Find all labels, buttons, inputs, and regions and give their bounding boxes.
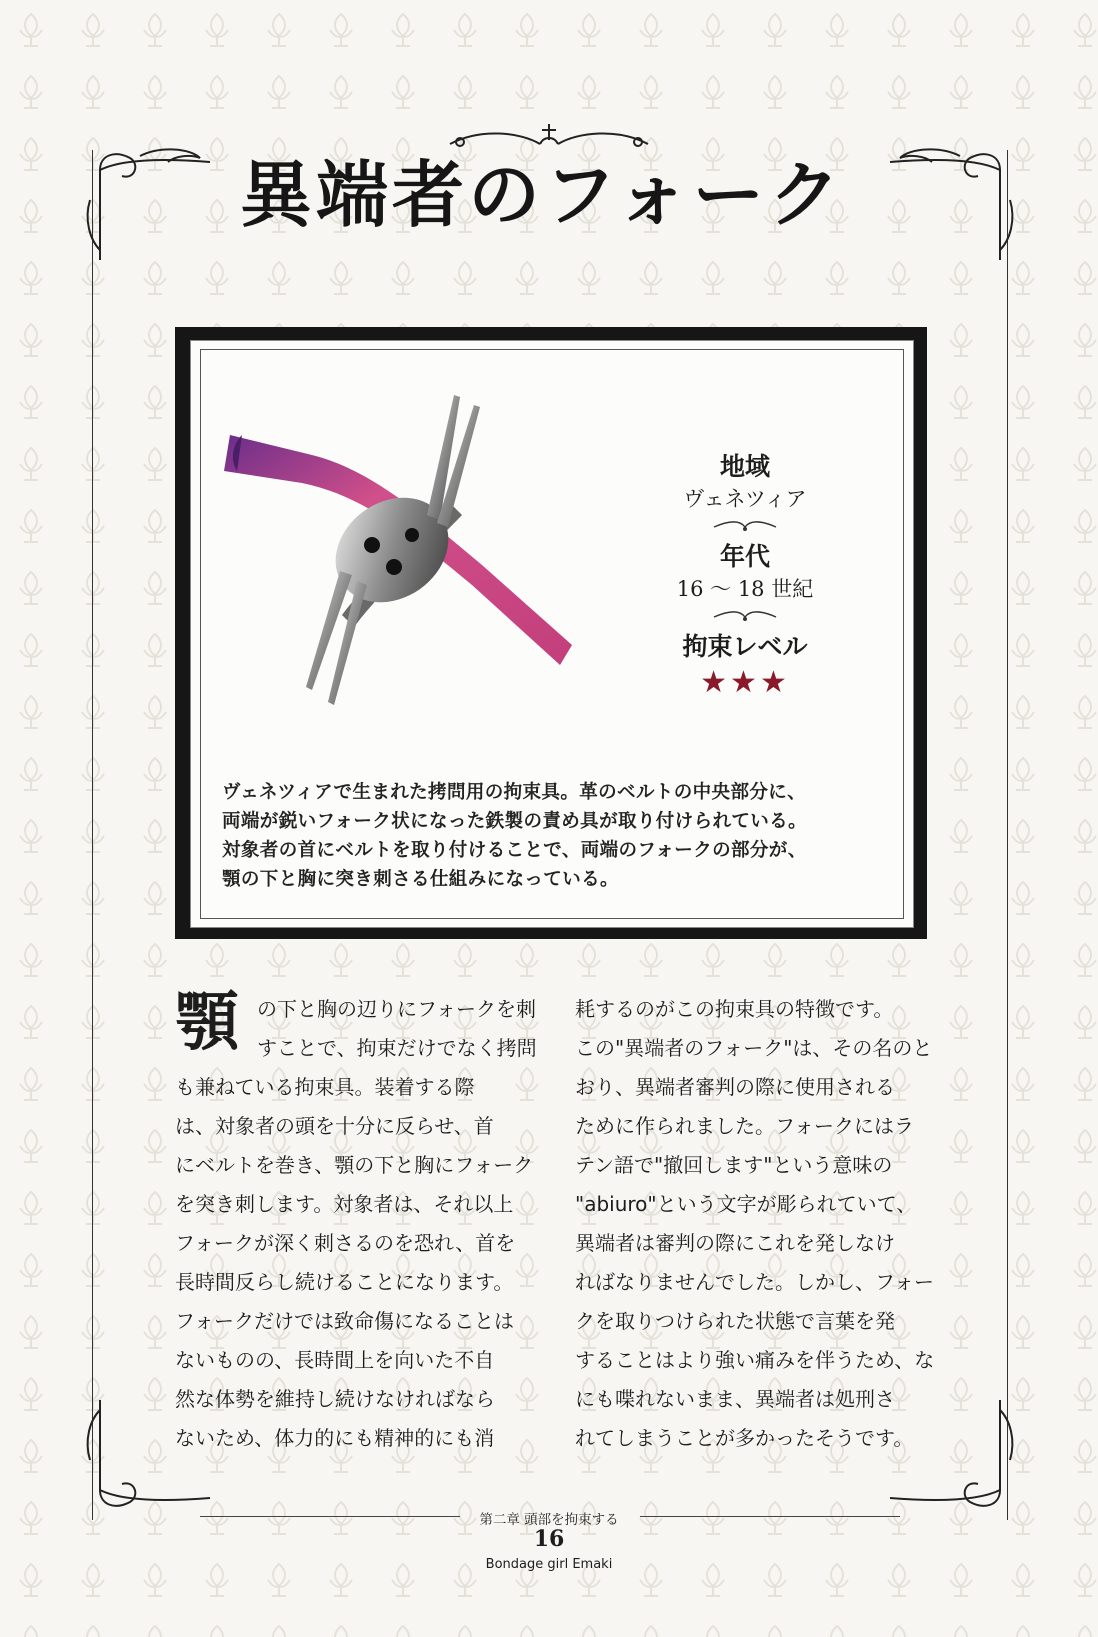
page-title: 異端者のフォーク <box>240 152 845 237</box>
body-line: も兼ねている拘束具。装着する際 <box>175 1075 475 1099</box>
body-line: ために作られました。フォークにはラ <box>575 1114 914 1138</box>
body-line: フォークだけでは致命傷になることは <box>175 1309 514 1333</box>
body-line: クを取りつけられた状態で言葉を発 <box>575 1309 895 1333</box>
body-line: にベルトを巻き、顎の下と胸にフォーク <box>175 1153 534 1177</box>
body-line: 異端者は審判の際にこれを発しなけ <box>575 1231 895 1255</box>
dropcap: 顎 <box>175 985 239 1060</box>
flourish-ornament-icon <box>710 610 780 624</box>
body-line: ればなりませんでした。しかし、フォー <box>575 1270 934 1294</box>
body-line: れてしまうことが多かったそうです。 <box>575 1426 914 1450</box>
book-title: Bondage girl Emaki <box>485 1557 613 1572</box>
body-line: おり、異端者審判の際に使用される <box>575 1075 895 1099</box>
body-line: ないため、体力的にも精神的にも消 <box>175 1426 495 1450</box>
card-description <box>222 778 882 894</box>
flourish-ornament-icon <box>710 520 780 534</box>
card-description-line: 顎の下と胸に突き刺さる仕組みになっている。 <box>222 869 619 890</box>
chapter-heading: 第二章 頭部を拘束する <box>479 1512 619 1528</box>
body-line: テン語で"撤回します"という意味の <box>575 1153 893 1177</box>
body-line: にも喋れないまま、異端者は処刑さ <box>575 1387 895 1411</box>
body-column-right <box>575 990 935 1458</box>
body-line: は、対象者の頭を十分に反らせ、首 <box>175 1114 494 1138</box>
body-column-left <box>175 990 537 1458</box>
heretic-fork-illustration <box>222 375 642 755</box>
body-line: ないものの、長時間上を向いた不自 <box>175 1348 495 1372</box>
body-line: すことで、拘束だけでなく拷問 <box>257 1036 537 1060</box>
restraint-level-stars: ★★★ <box>700 665 790 700</box>
body-line: することはより強い痛みを伴うため、な <box>575 1348 935 1372</box>
card-meta <box>660 450 830 702</box>
body-line: この"異端者のフォーク"は、その名のと <box>575 1036 933 1060</box>
body-line: の下と胸の辺りにフォークを刺 <box>257 997 536 1021</box>
body-line: を突き刺します。対象者は、それ以上 <box>175 1192 514 1216</box>
card-description-line: 対象者の首にベルトを取り付けることで、両端のフォークの部分が、 <box>222 840 807 861</box>
body-line: 耗するのがこの拘束具の特徴です。 <box>575 997 894 1021</box>
body-line: フォークが深く刺さるのを恐れ、首を <box>175 1231 516 1255</box>
restraint-level-label: 拘束レベル <box>682 632 808 661</box>
body-line: "abiuro"という文字が彫られていて、 <box>575 1192 917 1216</box>
flourish-ornament-icon <box>870 140 1020 260</box>
body-line: 然な体勢を維持し続けなければなら <box>175 1387 495 1411</box>
flourish-ornament-icon <box>80 140 230 260</box>
region-value: ヴェネツィア <box>683 487 807 511</box>
era-value: 16 ～ 18 世紀 <box>676 577 814 601</box>
card-description-line: ヴェネツィアで生まれた拷問用の拘束具。革のベルトの中央部分に、 <box>222 782 807 803</box>
region-label: 地域 <box>719 452 770 481</box>
card-description-line: 両端が鋭いフォーク状になった鉄製の責め具が取り付けられている。 <box>222 811 807 832</box>
page-number: 16 <box>533 1526 565 1552</box>
era-label: 年代 <box>719 542 770 571</box>
body-line: 長時間反らし続けることになります。 <box>175 1270 514 1294</box>
